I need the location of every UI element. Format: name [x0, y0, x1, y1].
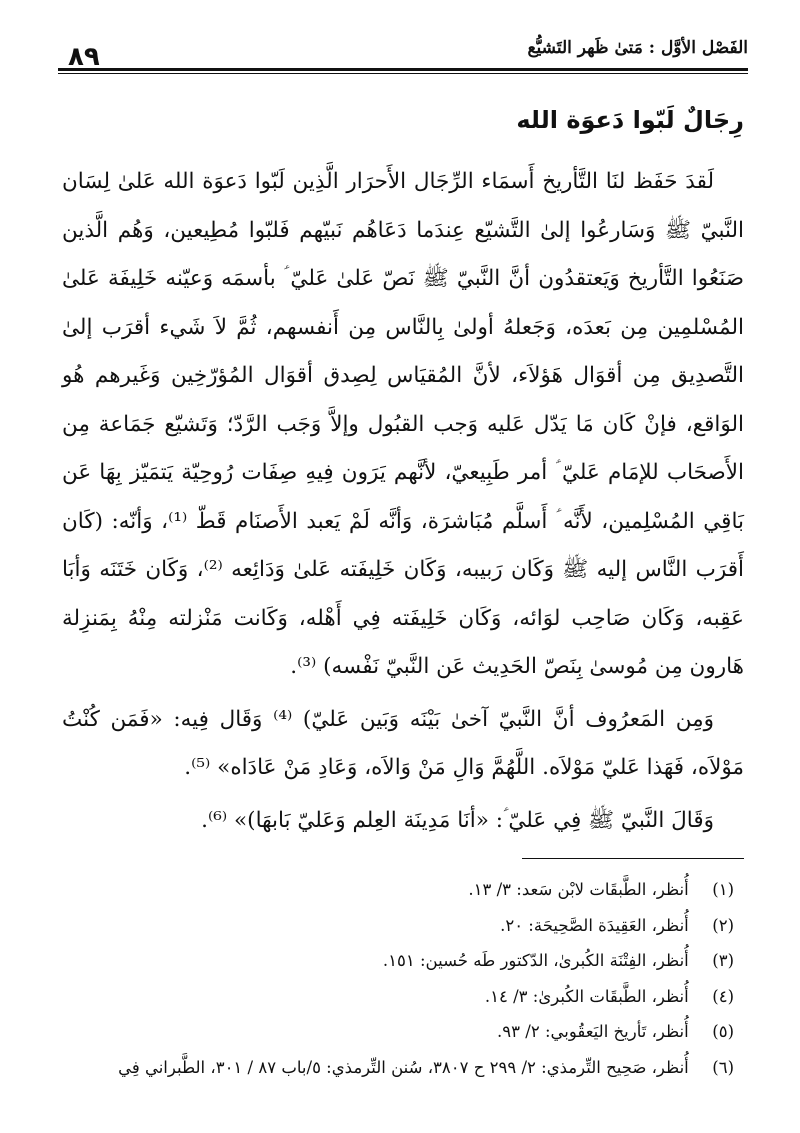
- footnote: [52, 943, 734, 979]
- footnote: [52, 908, 734, 944]
- footnote-number: (٣): [712, 951, 734, 970]
- footnote-text: أُنظر، الطَّبقَات الكُبرىٰ: ٣/ ١٤.: [484, 986, 689, 1006]
- running-title: الفَصْل الأوَّل : مَتىٰ ظَهر التَشيُّع: [527, 38, 748, 58]
- footnote-text: أُنظر، العَقِيدَة الصَّحِيحَة: ٢٠.: [500, 915, 689, 935]
- header-rule: [58, 68, 748, 71]
- footnote: [52, 1014, 734, 1050]
- paragraph: وَمِن المَعرُوف أنَّ النَّبيّ آخىٰ بَيْنَه وَبَين عَليّ) ⁽⁴⁾ وَقَال فِيه: «فَمَن كُنْتُ مَوْلاَه، فَهَذا عَليّ مَوْلاَه. اللَّهُمَّ وَالِ مَنْ وَالاَه، وَعَادِ مَنْ عَادَاه» ⁽⁵⁾.: [62, 706, 744, 780]
- footnote-number: (٤): [712, 986, 734, 1006]
- footnote-rule: [522, 858, 744, 859]
- footnote-number: (٦): [712, 1057, 734, 1077]
- section-heading: رِجَالٌ لَبّوا دَعوَة الله: [516, 106, 744, 134]
- footnote-text: أُنظر، تَأريخ اليَعقُوبي: ٢/ ٩٣.: [497, 1022, 689, 1041]
- footnote-text: أُنظر، صَحِيح التِّرمذي: ٢/ ٢٩٩ ح ٣٨٠٧، سُنن التِّرمذي: ٥/باب ٨٧ / ٣٠١، الطَّبراني فِي: [118, 1057, 689, 1077]
- footnote: [52, 979, 734, 1015]
- footnote-number: (٢): [712, 915, 734, 935]
- footnote-text: أُنظر، الفِتْنَة الكُبرىٰ، الدّكتور طَه حُسين: ١٥١.: [382, 951, 689, 970]
- footnote-number: (٥): [712, 1022, 734, 1041]
- footnote: [52, 1050, 734, 1086]
- page-header: [58, 28, 748, 74]
- page-number: ٨٩: [68, 42, 100, 72]
- footnote: [52, 872, 734, 908]
- header-rule-thin: [58, 73, 748, 74]
- footnotes: [52, 872, 734, 1085]
- footnote-text: أُنظر، الطَّبقَات لابْن سَعد: ٣/ ١٣.: [468, 880, 689, 899]
- paragraph: وَقَالَ النَّبيّ ﷺ فِي عَليّ ؑ: «أنَا مَدِينَة العِلم وَعَليّ بَابهَا)» ⁽⁶⁾.: [201, 807, 714, 833]
- body-text: [62, 158, 744, 845]
- footnote-number: (١): [712, 880, 734, 899]
- paragraph: لَقدَ حَفَظ لنَا التَّأريخ أَسمَاء الرِّجَال الأَحرَار الَّذِين لَبّوا دَعوَة الله عَلىٰ لِسَان النَّبيّ ﷺ وَسَارعُوا إلىٰ التَّشيّع عِندَما دَعَاهُم نَبيّهم فَلبّوا مُطِيعين، وَهُم الَّذين صَنَعُوا التَّأريخ وَيَعتقدُون أنَّ النَّبيّ ﷺ نَصّ عَلىٰ عَليّ ؑ بأسمَه وَعيّنه خَلِيفَة عَلىٰ المُسْلمِين مِن بَعدَه، وَجَعلهُ أولىٰ بِالنَّاس مِن أَنفسهم، ثُمَّ لاَ شَيء أقرَب إلىٰ التَّصدِيق مِن أقوَال هَؤلاَء، لأنَّ المُقيَاس لِصِدق أقوَال المُؤرّخِين وَغَيرهم هُو الوَاقع، فإنْ كَان مَا يَدّل عَليه وَجب القبُول وإلاَّ وَجَب الرَّدّ؛ وَتَشيّع جَمَاعة مِن الأَصحَاب للإمَام عَليّ ؑ أمر طَبِيعيّ، لأنَّهم يَرَون فِيهِ صِفَات رُوحِيّة يَتمَيّز بِهَا عَن بَاقِي المُسْلِمين، لأَنَّه ؑ أَسلَّم مُبَاشرَة، وَأنَّه لَمْ يَعبد الأَصنَام قَطّ ⁽¹⁾، وَأنّه: (كَان أَقرَب النَّاس إليه ﷺ وَكَان رَبيبه، وَكَان خَلِيفَته عَلىٰ وَدَائِعه ⁽²⁾، وَكَان خَتَنَه وَأبَا عَقِبه، وَكَان صَاحِب لوَائه، وَكَان خَلِيفَته فِي أَهْله، وَكَانت مَنْزلته مِنْهُ بِمَنزِلة هَارون مِن مُوسىٰ بِنَصّ الحَدِيث عَن النَّبيّ نَفْسه) ⁽³⁾.: [62, 169, 744, 679]
